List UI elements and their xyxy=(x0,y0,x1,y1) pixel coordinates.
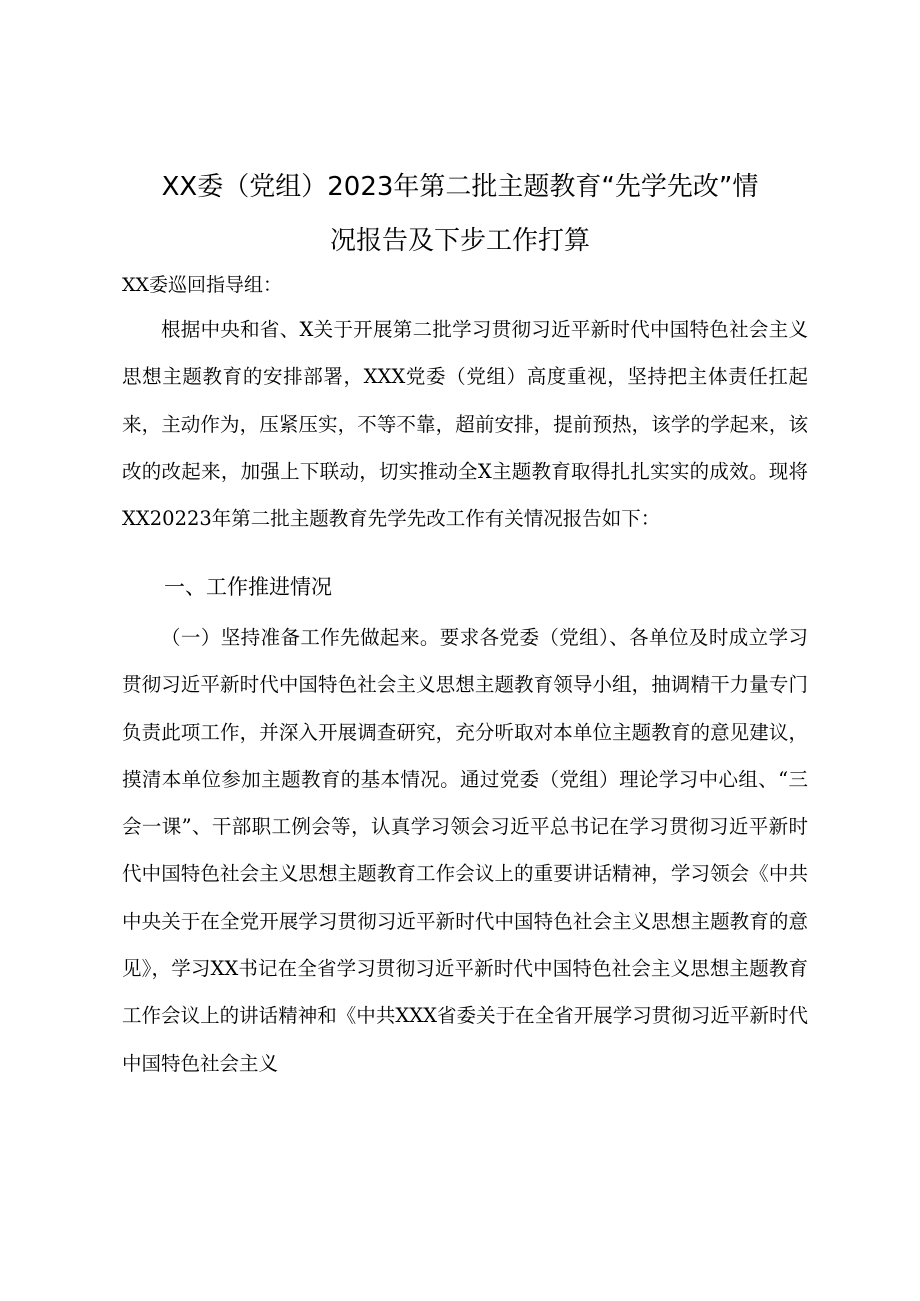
paragraph-preparation-work: （一）坚持准备工作先做起来。要求各党委（党组）、各单位及时成立学习贯彻习近平新时代中国特色社会主义思想主题教育领导小组，抽调精干力量专门负责此项工作，并深入开展调查研究，充分听取对本单位主题教育的意见建议，摸清本单位参加主题教育的基本情况。通过党委（党组）理论学习中心组、“三会一课”、干部职工例会等，认真学习领会习近平总书记在学习贯彻习近平新时代中国特色社会主义思想主题教育工作会议上的重要讲话精神，学习领会《中共中央关于在全党开展学习贯彻习近平新时代中国特色社会主义思想主题教育的意见》，学习XX书记在全省学习贯彻习近平新时代中国特色社会主义思想主题教育工作会议上的讲话精神和《中共XXX省委关于在全省开展学习贯彻习近平新时代中国特色社会主义 xyxy=(122,626,808,1075)
section-heading-work-progress: 一、工作推进情况 xyxy=(164,575,332,599)
paragraph-intro: 根据中央和省、X关于开展第二批学习贯彻习近平新时代中国特色社会主义思想主题教育的安排部署，XXX党委（党组）高度重视，坚持把主体责任扛起来，主动作为，压紧压实，不等不靠，超前安排，提前预热，该学的学起来，该改的改起来，加强上下联动，切实推动全X主题教育取得扎扎实实的成效。现将XX20223年第二批主题教育先学先改工作有关情况报告如下： xyxy=(122,318,808,531)
document-title-line-1: XX委（党组）2023年第二批主题教育“先学先改”情 xyxy=(161,172,759,202)
salutation: XX委巡回指导组： xyxy=(122,274,283,296)
document-title-line-2: 况报告及下步工作打算 xyxy=(329,226,590,256)
